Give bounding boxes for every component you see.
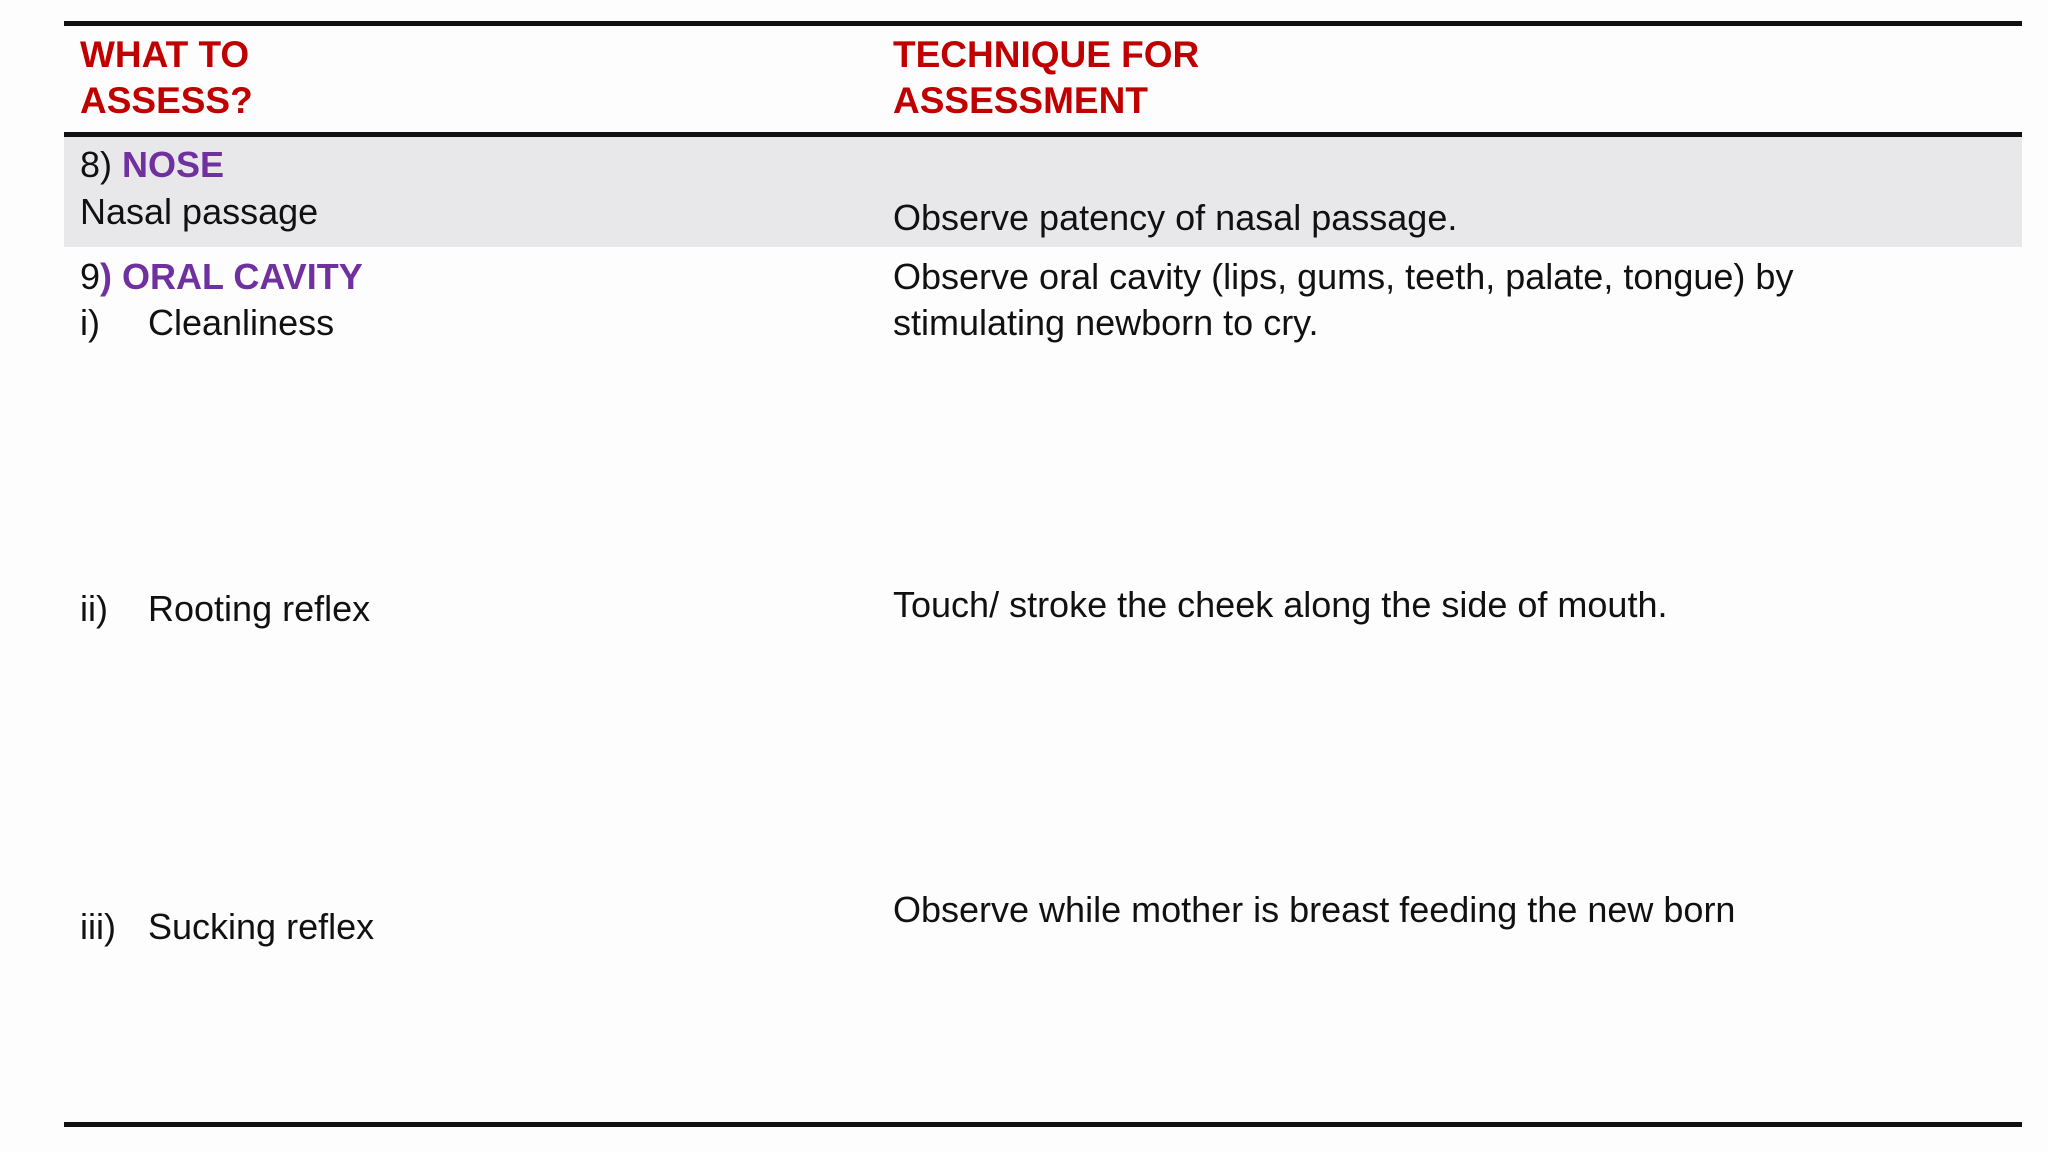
- item-number: ii): [80, 588, 108, 629]
- item-number: iii): [80, 906, 116, 947]
- oral-title: ) ORAL CAVITY: [100, 256, 363, 297]
- oral-heading: [80, 254, 363, 300]
- header-col1-line2: ASSESS?: [80, 80, 253, 121]
- item-label: Sucking reflex: [148, 906, 375, 947]
- nose-title: NOSE: [122, 144, 225, 185]
- oral-number: 9: [80, 256, 101, 297]
- item-number: i): [80, 302, 100, 343]
- column-header-what-to-assess: [80, 32, 253, 124]
- nose-number: 8): [80, 144, 113, 185]
- nose-technique: Observe patency of nasal passage.: [893, 197, 1458, 238]
- header-col2-line1: TECHNIQUE FOR: [893, 34, 1200, 75]
- item-label: Rooting reflex: [148, 588, 371, 629]
- cleanliness-technique-line1: Observe oral cavity (lips, gums, teeth, palate, tongue) by: [893, 256, 1794, 297]
- item-label: Cleanliness: [148, 302, 335, 343]
- sucking-reflex-technique: Observe while mother is breast feeding the new born: [893, 889, 1736, 930]
- rooting-reflex-technique: Touch/ stroke the cheek along the side of mouth.: [893, 584, 1668, 625]
- oral-item-cleanliness: [80, 300, 334, 346]
- table-bottom-rule: [64, 1122, 2022, 1127]
- column-header-technique: [893, 32, 1199, 124]
- header-col2-line2: ASSESSMENT: [893, 80, 1148, 121]
- oral-item-rooting-reflex: [80, 586, 370, 632]
- oral-item-sucking-reflex: [80, 904, 374, 950]
- table-top-rule: [64, 21, 2022, 26]
- nose-heading: [80, 142, 224, 188]
- cleanliness-technique-line2: stimulating newborn to cry.: [893, 302, 1319, 343]
- header-col1-line1: WHAT TO: [80, 34, 250, 75]
- nose-item: Nasal passage: [80, 191, 319, 232]
